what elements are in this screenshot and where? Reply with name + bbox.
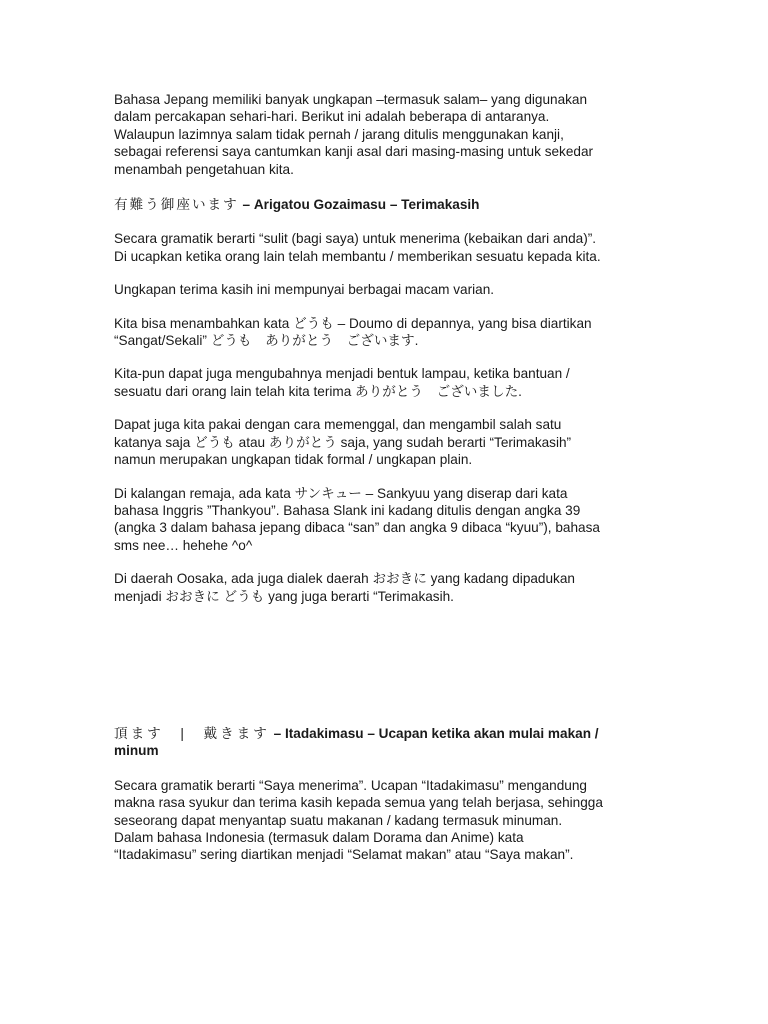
blank-space <box>114 621 674 725</box>
body-paragraph: Dapat juga kita pakai dengan cara memenggal, dan mengambil salah satu katanya saja どうも atau ありがとう saja, yang sudah berarti “Terimakasih” namun merupakan ungkapan tidak formal / ungkapan plain. <box>114 417 572 468</box>
section-heading-kanji: 頂ます | 戴きます <box>114 725 270 741</box>
section-heading-title: – Arigatou Gozaimasu – Terimakasih <box>238 197 480 213</box>
body-paragraph: Ungkapan terima kasih ini mempunyai berbagai macam varian. <box>114 282 495 298</box>
section-heading-arigatou <box>114 196 674 213</box>
body-paragraph: Secara gramatik berarti “Saya menerima”. Ucapan “Itadakimasu” mengandung makna rasa syukur dan terima kasih kepada semua yang telah berjasa, sehingga seseorang dapat menyantap suatu makanan / kadang termasuk minuman. Dalam bahasa Indonesia (termasuk dalam Dorama dan Anime) kata “Itadakimasu” sering diartikan menjadi “Selamat makan” atau “Saya makan”. <box>114 777 603 863</box>
intro-paragraph: Bahasa Jepang memiliki banyak ungkapan –termasuk salam– yang digunakan dalam percakapan sehari-hari. Berikut ini adalah beberapa di antaranya. Walaupun lazimnya salam tidak pernah / jarang ditulis menggunakan kanji, sebagai referensi saya cantumkan kanji asal dari masing-masing untuk sekedar menambah pengetahuan kita. <box>114 92 594 177</box>
body-paragraph: Di kalangan remaja, ada kata サンキュー – Sankyuu yang diserap dari kata bahasa Inggris ”Thankyou”. Bahasa Slank ini kadang ditulis dengan angka 39 (angka 3 dalam bahasa jepang dibaca “san” dan angka 9 dibaca “kyuu”), bahasa sms nee… hehehe ^o^ <box>114 485 600 553</box>
body-paragraph: Di daerah Oosaka, ada juga dialek daerah おおきに yang kadang dipadukan menjadi おおきに どうも yang juga berarti “Terimakasih. <box>114 571 575 604</box>
section-heading-itadakimasu <box>114 725 674 760</box>
body-paragraph: Secara gramatik berarti “sulit (bagi saya) untuk menerima (kebaikan dari anda)”. Di ucapkan ketika orang lain telah membantu / memberikan sesuatu kepada kita. <box>114 231 601 264</box>
section-heading-kanji: 有難う御座います <box>114 197 239 213</box>
body-paragraph: Kita-pun dapat juga mengubahnya menjadi bentuk lampau, ketika bantuan / sesuatu dari orang lain telah kita terima ありがとう ございました. <box>114 366 570 399</box>
body-paragraph: Kita bisa menambahkan kata どうも – Doumo di depannya, yang bisa diartikan “Sangat/Sekali” どうも ありがとう ございます. <box>114 315 592 349</box>
document-content <box>114 91 674 880</box>
section-heading-title: – Itadakimasu – Ucapan ketika akan mulai makan / minum <box>114 725 599 759</box>
